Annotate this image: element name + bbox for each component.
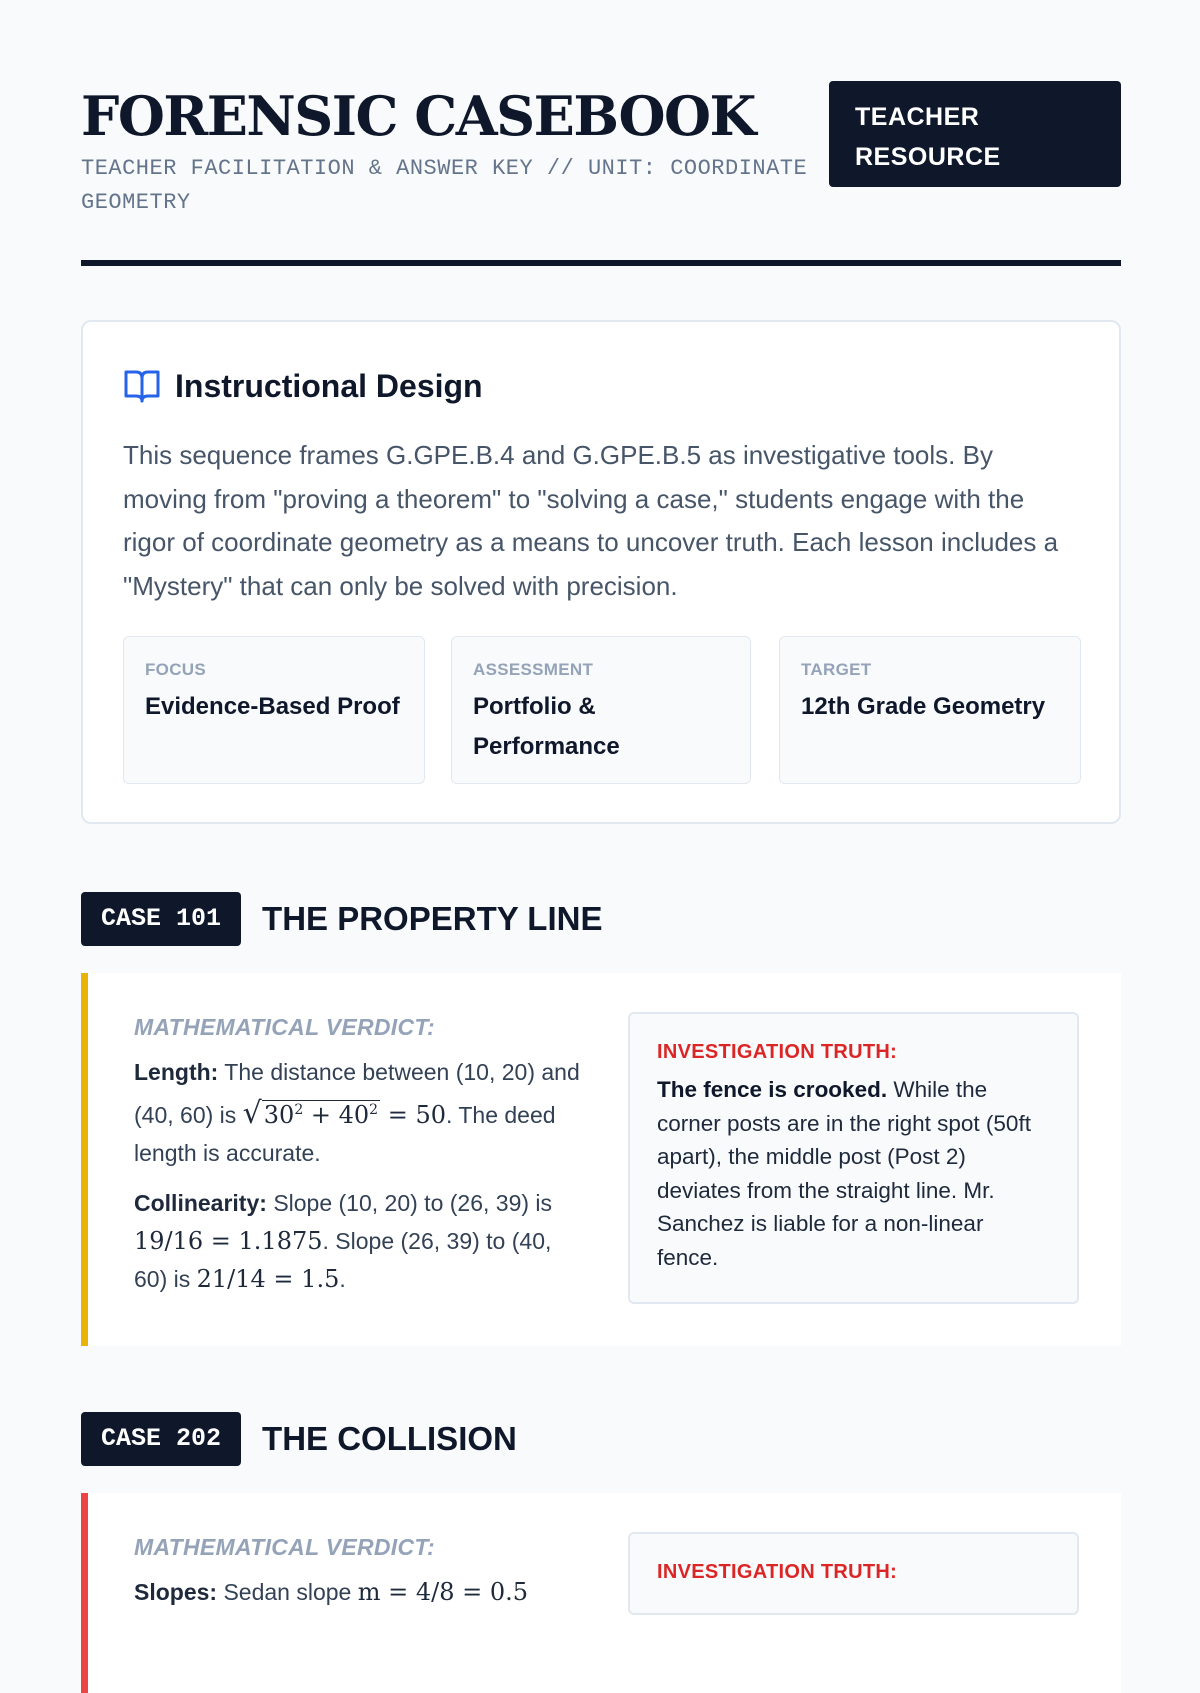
slopes-text: Sedan slope bbox=[223, 1579, 352, 1605]
verdict-label: MATHEMATICAL VERDICT: bbox=[134, 1014, 436, 1040]
open-book-icon bbox=[123, 368, 161, 404]
case-101-heading bbox=[81, 892, 602, 946]
case-tag: CASE 202 bbox=[81, 1412, 241, 1466]
truth-headline: The fence is crooked. bbox=[657, 1077, 888, 1102]
slope-1-math: 19/16 = 1.1875 bbox=[134, 1227, 323, 1255]
collinearity-end: . bbox=[339, 1266, 346, 1292]
meta-value: Portfolio & Performance bbox=[473, 693, 620, 760]
design-heading bbox=[123, 364, 483, 408]
collinearity-text: Slope (10, 20) to (26, 39) is bbox=[273, 1190, 553, 1216]
page-header bbox=[81, 0, 1121, 268]
case-202-heading bbox=[81, 1412, 517, 1466]
length-paragraph bbox=[134, 1053, 588, 1172]
page-subtitle: TEACHER FACILITATION & ANSWER KEY // UNIT: COORDINATE GEOMETRY bbox=[81, 156, 808, 215]
truth-body: While the corner posts are in the right spot (50ft apart), the middle post (Post 2) deviates from the straight line. Mr. Sanchez is liable for a non-linear fence. bbox=[657, 1077, 1031, 1270]
collinearity-text-2: . Slope (26, 39) to (40, 60) is bbox=[134, 1228, 552, 1292]
meta-label: ASSESSMENT bbox=[473, 660, 594, 679]
instructional-design-card bbox=[81, 320, 1121, 824]
verdict-column bbox=[134, 1531, 588, 1611]
meta-focus bbox=[123, 636, 425, 784]
page bbox=[81, 0, 1121, 1606]
teacher-resource-badge: TEACHER RESOURCE bbox=[829, 81, 1121, 187]
sedan-slope-math: m = 4/8 = 0.5 bbox=[357, 1578, 529, 1606]
investigation-truth-box bbox=[628, 1012, 1079, 1304]
length-label: Length: bbox=[134, 1059, 219, 1085]
slopes-label: Slopes: bbox=[134, 1579, 218, 1605]
investigation-truth-box bbox=[628, 1532, 1079, 1615]
meta-value: 12th Grade Geometry bbox=[801, 693, 1046, 720]
meta-label: TARGET bbox=[801, 660, 872, 679]
case-title: THE COLLISION bbox=[262, 1420, 517, 1457]
meta-assessment bbox=[451, 636, 751, 784]
truth-label: INVESTIGATION TRUTH: bbox=[657, 1561, 898, 1583]
header-divider bbox=[81, 260, 1121, 266]
truth-label: INVESTIGATION TRUTH: bbox=[657, 1041, 898, 1063]
meta-target bbox=[779, 636, 1081, 784]
distance-formula: $√30^2 + 40^2 = 50$ bbox=[242, 1096, 446, 1131]
slope-2-math: 21/14 = 1.5 bbox=[196, 1265, 340, 1293]
case-101-card bbox=[81, 973, 1121, 1346]
case-tag: CASE 101 bbox=[81, 892, 241, 946]
page-title: FORENSIC CASEBOOK bbox=[81, 84, 755, 148]
collinearity-paragraph bbox=[134, 1184, 588, 1298]
meta-label: FOCUS bbox=[145, 660, 206, 679]
case-title: THE PROPERTY LINE bbox=[262, 900, 603, 937]
length-conclusion: . The deed length is accurate. bbox=[134, 1102, 556, 1166]
verdict-column bbox=[134, 1011, 588, 1298]
design-description: This sequence frames G.GPE.B.4 and G.GPE.B.5 as investigative tools. By moving from "proving a theorem" to "solving a case," students engage with the rigor of coordinate geometry as a means to uncover truth. Each lesson includes a "Mystery" that can only be solved with precision. bbox=[123, 440, 1059, 601]
truth-text bbox=[657, 1073, 1050, 1274]
collinearity-label: Collinearity: bbox=[134, 1190, 267, 1216]
length-text: The distance between (10, 20) and (40, 60) is bbox=[134, 1059, 580, 1128]
design-title: Instructional Design bbox=[175, 367, 483, 404]
meta-value: Evidence-Based Proof bbox=[145, 693, 400, 720]
slopes-paragraph bbox=[134, 1573, 588, 1611]
verdict-label: MATHEMATICAL VERDICT: bbox=[134, 1534, 436, 1560]
case-202-card bbox=[81, 1493, 1121, 1693]
